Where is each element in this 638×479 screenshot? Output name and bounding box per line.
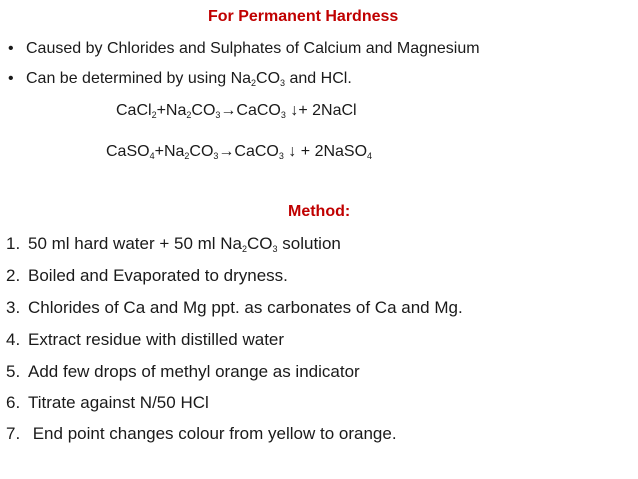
bullet-icon: •: [8, 70, 14, 87]
bullet-icon: •: [8, 40, 14, 57]
step-item: 7. End point changes colour from yellow to orange.: [6, 424, 397, 443]
method-heading: Method:: [288, 203, 351, 220]
step-item: 3. Chlorides of Ca and Mg ppt. as carbonates of Ca and Mg.: [6, 298, 463, 317]
equation-2: $CaSO_4+Na_2CO_3\to CaCO_3$ ↓ + 2NaSO$_4$: [106, 143, 373, 161]
bullet-text: Can be determined by using $Na_2CO_3$ and HCl.: [26, 70, 352, 88]
bullet-item: [8, 40, 480, 58]
step-item: 5. Add few drops of methyl orange as indicator: [6, 362, 360, 381]
bullet-item: [8, 70, 352, 88]
step-item: 1. 50 ml hard water + 50 ml $Na_2CO_3$ solution: [6, 234, 341, 254]
step-item: 4. Extract residue with distilled water: [6, 330, 285, 349]
step-item: 2. Boiled and Evaporated to dryness.: [6, 266, 288, 285]
page-title: For Permanent Hardness: [208, 8, 399, 25]
bullet-text: Caused by Chlorides and Sulphates of Calcium and Magnesium: [26, 40, 480, 57]
equation-1: $CaCl_2+Na_2CO_3\to CaCO_3$ ↓+ 2NaCl: [116, 102, 357, 120]
step-item: 6. Titrate against N/50 HCl: [6, 393, 209, 412]
